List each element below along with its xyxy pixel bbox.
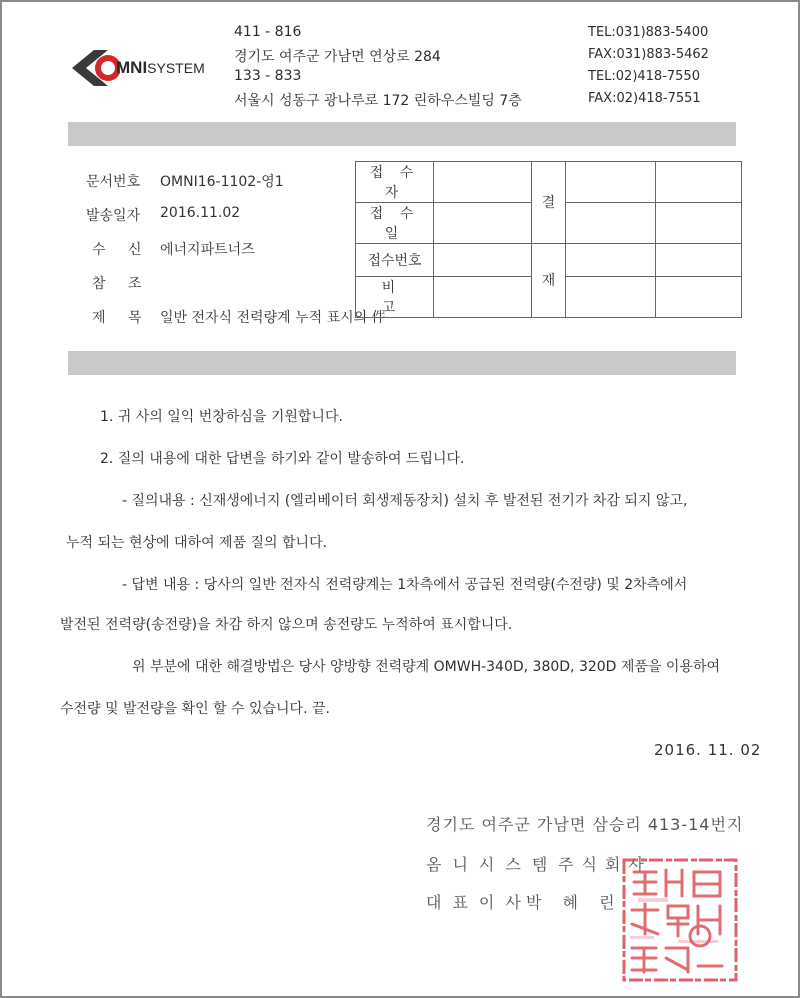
body-line-2: 2. 질의 내용에 대한 답변을 하기와 같이 발송하여 드립니다. [100,451,465,467]
approval-row-label-receive-number: 접수번호 [356,244,434,277]
approval-cell-remarks [434,277,532,318]
company-seal-stamp [618,854,742,986]
approval-row-label-receiver: 접 수 자 [356,162,434,203]
header-divider-band [68,122,736,146]
approval-sign-cell [566,277,656,318]
address-line-1: 411 - 816 [234,24,302,40]
recipient-label-part-1: 수 [92,242,106,258]
seal-stamp-icon [618,854,742,986]
doc-number-label: 문서번호 [86,174,141,190]
question-line-1: - 질의내용 : 신재생에너지 (엘리베이터 회생제동장치) 설치 후 발전된 전기가 차감 되지 않고, [122,493,688,509]
contact-fax-1: FAX:031)883-5462 [588,47,709,62]
footer-company-name: 옴니시스템 [426,855,559,874]
answer-line-1: - 답변 내용 : 당사의 일반 전자식 전력량계는 1차측에서 공급된 전력량(수전량) 및 2차측에서 [122,577,688,593]
footer-company-type: 주식회사 [558,855,652,874]
approval-table [355,161,742,318]
send-date-value: 2016.11.02 [160,205,241,221]
logo-omni-text: MNI [116,58,148,77]
reference-label-part-2: 조 [128,276,142,292]
address-line-4: 서울시 성동구 광나루로 172 린하우스빌딩 7층 [234,93,522,109]
approval-sign-cell [656,203,742,244]
omni-logo-mark-icon [72,44,120,90]
approval-row-label-remarks: 비 고 [356,277,434,318]
company-logo [72,44,222,90]
contact-tel-2: TEL:02)418-7550 [588,69,700,84]
reference-label-part-1: 참 [92,276,106,292]
approval-sign-cell [656,277,742,318]
contact-fax-2: FAX:02)418-7551 [588,91,701,106]
approval-sign-cell [656,244,742,277]
subject-label-part-1: 제 [92,310,106,326]
contact-tel-1: TEL:031)883-5400 [588,25,709,40]
approval-sign-cell [566,244,656,277]
approval-sign-cell [566,162,656,203]
approval-cell-receive-number [434,244,532,277]
approval-cell-receive-date [434,203,532,244]
answer-line-2: 발전된 전력량(송전량)을 차감 하지 않으며 송전량도 누적하여 표시합니다. [60,617,513,633]
approval-cell-receiver [434,162,532,203]
address-line-3: 133 - 833 [234,68,302,84]
logo-system-text: SYSTEM [147,60,205,76]
doc-number-value: OMNI16-1102-영1 [160,174,284,190]
body-divider-band [68,351,736,375]
solution-line-1: 위 부분에 대한 해결방법은 당사 양방향 전력량계 OMWH-340D, 380D, 320D 제품을 이용하여 [132,659,721,675]
approval-sign-label-bottom: 재 [532,244,566,318]
approval-sign-cell [566,203,656,244]
logo-wordmark [116,58,205,78]
recipient-value: 에너지파트너즈 [160,242,255,258]
document-date: 2016. 11. 02 [654,741,762,759]
approval-sign-cell [656,162,742,203]
recipient-label-part-2: 신 [128,242,142,258]
footer-ceo-title: 대표이사 [426,893,532,912]
footer-address: 경기도 여주군 가남면 삼승리 413-14번지 [426,815,744,834]
question-line-2: 누적 되는 현상에 대하여 제품 질의 합니다. [66,535,328,551]
address-line-2: 경기도 여주군 가남면 연상로 284 [234,49,441,65]
subject-label-part-2: 목 [128,310,142,326]
subject-value: 일반 전자식 전력량계 누적 표시의 件 [160,310,386,326]
send-date-label: 발송일자 [86,208,141,224]
approval-sign-label-top: 결 [532,162,566,244]
body-line-1: 1. 귀 사의 일익 번창하심을 기원합니다. [100,409,343,425]
footer-ceo-name: 박 혜 린 [526,893,623,912]
solution-line-2: 수전량 및 발전량을 확인 할 수 있습니다. 끝. [60,701,330,717]
approval-row-label-receive-date: 접 수 일 [356,203,434,244]
